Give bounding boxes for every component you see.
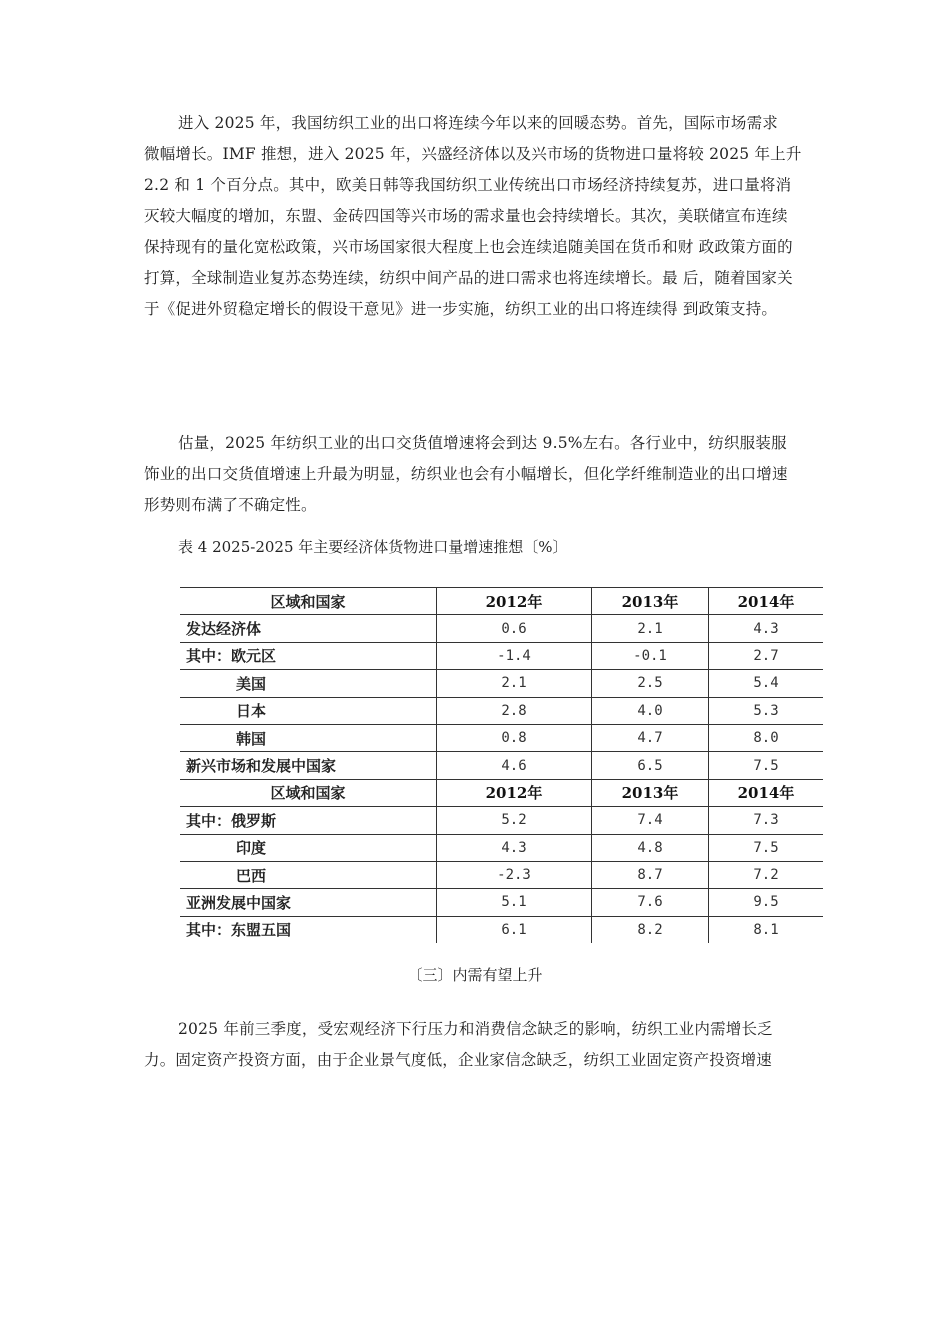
column-header-year: 2014年 (709, 588, 824, 615)
paragraph-line: 于《促进外贸稳定增长的假设干意见》进一步实施，纺织工业的出口将连续得 到政策支持。 (144, 300, 778, 318)
row-label: 其中：东盟五国 (180, 916, 437, 943)
paragraph-line: 2.2 和 1 个百分点。其中，欧美日韩等我国纺织工业传统出口市场经济持续复苏，进口量将消 (144, 176, 792, 194)
table-cell-value: 0.6 (437, 615, 592, 642)
column-header-year: 2013年 (592, 588, 709, 615)
table-row (180, 889, 823, 916)
table-row (180, 697, 823, 724)
table-row (180, 724, 823, 751)
table-cell-value: 8.0 (709, 724, 824, 751)
row-label: 亚洲发展中国家 (180, 889, 437, 916)
table-cell-value: 7.2 (709, 861, 824, 888)
row-label: 韩国 (180, 724, 437, 751)
table-cell-value: 7.5 (709, 752, 824, 779)
row-label: 其中：欧元区 (180, 642, 437, 669)
table-cell-value: 0.8 (437, 724, 592, 751)
table-cell-value: 2.1 (437, 670, 592, 697)
table-cell-value: 2.5 (592, 670, 709, 697)
paragraph-line: 2025 年前三季度，受宏观经济下行压力和消费信念缺乏的影响，纺织工业内需增长乏 (178, 1020, 773, 1038)
column-header-region: 区域和国家 (180, 779, 437, 806)
table-cell-value: 7.6 (592, 889, 709, 916)
table-cell-value: 9.5 (709, 889, 824, 916)
table-cell-value: 7.5 (709, 834, 824, 861)
table-cell-value: 2.1 (592, 615, 709, 642)
row-label: 印度 (180, 834, 437, 861)
paragraph-line: 估量，2025 年纺织工业的出口交货值增速将会到达 9.5%左右。各行业中，纺织服装服 (178, 434, 787, 452)
table-cell-value: 5.4 (709, 670, 824, 697)
table-cell-value: 2.8 (437, 697, 592, 724)
table-row (180, 916, 823, 943)
paragraph-line: 进入 2025 年，我国纺织工业的出口将连续今年以来的回暖态势。首先，国际市场需求 (178, 114, 779, 132)
table-row (180, 861, 823, 888)
paragraph-export-estimate (144, 428, 804, 521)
row-label: 新兴市场和发展中国家 (180, 752, 437, 779)
table-cell-value: 8.7 (592, 861, 709, 888)
table-body (180, 588, 823, 944)
row-label: 巴西 (180, 861, 437, 888)
row-label: 其中：俄罗斯 (180, 807, 437, 834)
table-cell-value: 7.4 (592, 807, 709, 834)
table-cell-value: 8.1 (709, 916, 824, 943)
paragraph-line: 微幅增长。IMF 推想，进入 2025 年，兴盛经济体以及兴市场的货物进口量将较 2025 年上升 (144, 145, 802, 163)
table-cell-value: -1.4 (437, 642, 592, 669)
table-cell-value: 5.3 (709, 697, 824, 724)
table-cell-value: 2.7 (709, 642, 824, 669)
paragraph-export-outlook (144, 108, 804, 325)
row-label: 发达经济体 (180, 615, 437, 642)
table-cell-value: 4.6 (437, 752, 592, 779)
table-row (180, 834, 823, 861)
table-cell-value: 4.8 (592, 834, 709, 861)
table-cell-value: -2.3 (437, 861, 592, 888)
table-caption: 表 4 2025-2025 年主要经济体货物进口量增速推想〔%〕 (178, 538, 568, 556)
paragraph-line: 饰业的出口交货值增速上升最为明显，纺织业也会有小幅增长，但化学纤维制造业的出口增速 (144, 465, 788, 483)
table-cell-value: 5.2 (437, 807, 592, 834)
column-header-region: 区域和国家 (180, 588, 437, 615)
column-header-year: 2014年 (709, 779, 824, 806)
column-header-year: 2012年 (437, 779, 592, 806)
table-row (180, 670, 823, 697)
table-cell-value: 4.7 (592, 724, 709, 751)
table-cell-value: 4.0 (592, 697, 709, 724)
paragraph-line: 形势则布满了不确定性。 (144, 496, 317, 514)
table-cell-value: 6.5 (592, 752, 709, 779)
table-cell-value: 4.3 (709, 615, 824, 642)
row-label: 日本 (180, 697, 437, 724)
section-subheading: 〔三〕内需有望上升 (407, 966, 543, 984)
column-header-year: 2013年 (592, 779, 709, 806)
table-cell-value: 6.1 (437, 916, 592, 943)
table-header-row (180, 779, 823, 806)
paragraph-line: 保持现有的量化宽松政策，兴市场国家很大程度上也会连续追随美国在货币和财 政政策方面的 (144, 238, 793, 256)
paragraph-line: 灭较大幅度的增加，东盟、金砖四国等兴市场的需求量也会持续增长。其次，美联储宣布连续 (144, 207, 788, 225)
paragraph-line: 力。固定资产投资方面，由于企业景气度低，企业家信念缺乏，纺织工业固定资产投资增速 (144, 1051, 773, 1069)
table-header-row (180, 588, 823, 615)
row-label: 美国 (180, 670, 437, 697)
table-row (180, 615, 823, 642)
table-row (180, 642, 823, 669)
import-growth-table (180, 587, 823, 943)
paragraph-domestic-demand (144, 1014, 804, 1076)
table-row (180, 752, 823, 779)
table-row (180, 807, 823, 834)
table-cell-value: 8.2 (592, 916, 709, 943)
paragraph-line: 打算，全球制造业复苏态势连续，纺织中间产品的进口需求也将连续增长。最 后，随着国家关 (144, 269, 793, 287)
table-cell-value: 4.3 (437, 834, 592, 861)
table-cell-value: 7.3 (709, 807, 824, 834)
table-cell-value: -0.1 (592, 642, 709, 669)
column-header-year: 2012年 (437, 588, 592, 615)
table-cell-value: 5.1 (437, 889, 592, 916)
